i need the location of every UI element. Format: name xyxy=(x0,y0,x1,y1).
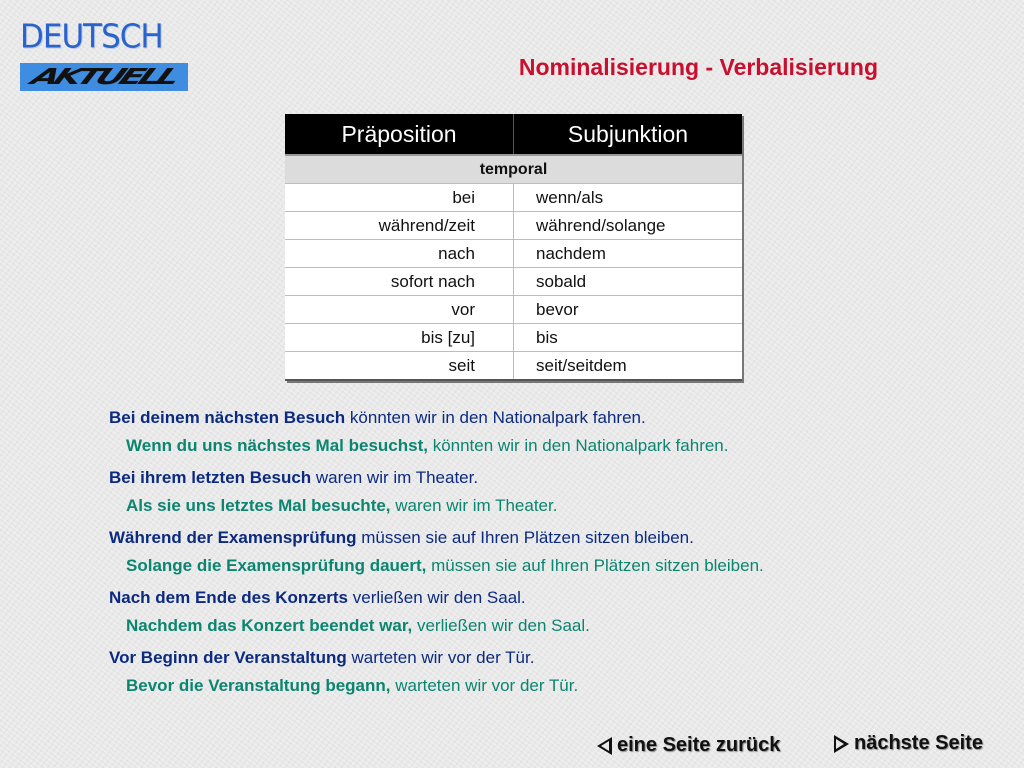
header-preposition: Präposition xyxy=(285,114,514,155)
verbal-sentence-rest: warteten wir vor der Tür. xyxy=(390,676,579,695)
nominal-sentence-rest: verließen wir den Saal. xyxy=(348,588,526,607)
verbal-sentence-rest: verließen wir den Saal. xyxy=(412,616,590,635)
example-pair xyxy=(109,584,989,640)
table-row xyxy=(285,240,742,268)
subjunction-cell: während/solange xyxy=(514,212,743,240)
category-label: temporal xyxy=(285,155,742,184)
verbal-sentence xyxy=(109,492,989,520)
next-page-label: nächste Seite xyxy=(854,732,983,754)
verbal-sentence-bold-part: Als sie uns letztes Mal besuchte, xyxy=(126,496,391,515)
table-row xyxy=(285,324,742,352)
verbal-sentence xyxy=(109,552,989,580)
nominal-sentence-bold-part: Nach dem Ende des Konzerts xyxy=(109,588,349,607)
nominal-sentence-rest: warteten wir vor der Tür. xyxy=(346,648,535,667)
category-row xyxy=(285,155,742,184)
preposition-cell: nach xyxy=(285,240,514,268)
verbal-sentence-rest: müssen sie auf Ihren Plätzen sitzen bleiben. xyxy=(426,556,764,575)
verbal-sentence xyxy=(109,672,989,700)
logo-wordmark: DEUTSCH xyxy=(20,18,163,56)
nominal-sentence xyxy=(109,524,989,552)
example-pair xyxy=(109,524,989,580)
nominal-sentence-bold-part: Bei deinem nächsten Besuch xyxy=(109,408,346,427)
nominal-sentence xyxy=(109,584,989,612)
example-pair xyxy=(109,404,989,460)
verbal-sentence xyxy=(109,432,989,460)
subjunction-cell: wenn/als xyxy=(514,184,743,212)
table-row xyxy=(285,184,742,212)
table-row xyxy=(285,352,742,381)
previous-page-label: eine Seite zurück xyxy=(617,734,781,756)
verbal-sentence-bold-part: Solange die Examensprüfung dauert, xyxy=(126,556,427,575)
next-page-button[interactable] xyxy=(833,732,983,755)
subjunction-cell: sobald xyxy=(514,268,743,296)
preposition-cell: bis [zu] xyxy=(285,324,514,352)
verbal-sentence-bold-part: Wenn du uns nächstes Mal besuchst, xyxy=(126,436,428,455)
nominal-sentence xyxy=(109,464,989,492)
example-pair xyxy=(109,464,989,520)
subjunction-cell: bis xyxy=(514,324,743,352)
page-title: Nominalisierung - Verbalisierung xyxy=(518,54,878,80)
subjunction-cell: seit/seitdem xyxy=(514,352,743,381)
logo-bar-text: AKTUELL xyxy=(26,64,182,90)
preposition-cell: sofort nach xyxy=(285,268,514,296)
preposition-cell: seit xyxy=(285,352,514,381)
nominal-sentence-bold-part: Vor Beginn der Veranstaltung xyxy=(109,648,347,667)
verbal-sentence xyxy=(109,612,989,640)
grammar-table-container xyxy=(285,114,742,381)
nominal-sentence-rest: waren wir im Theater. xyxy=(311,468,479,487)
table-header-row xyxy=(285,114,742,155)
nominal-sentence-bold-part: Bei ihrem letzten Besuch xyxy=(109,468,312,487)
table-row xyxy=(285,212,742,240)
header-subjunction: Subjunktion xyxy=(514,114,743,155)
table-row xyxy=(285,296,742,324)
preposition-cell: bei xyxy=(285,184,514,212)
example-pair xyxy=(109,644,989,700)
nominal-sentence-rest: könnten wir in den Nationalpark fahren. xyxy=(345,408,646,427)
triangle-left-icon xyxy=(596,736,613,756)
grammar-table xyxy=(285,114,742,381)
subjunction-cell: bevor xyxy=(514,296,743,324)
nominal-sentence xyxy=(109,644,989,672)
example-sentences xyxy=(109,404,989,704)
table-row xyxy=(285,268,742,296)
verbal-sentence-rest: könnten wir in den Nationalpark fahren. xyxy=(427,436,729,455)
nominal-sentence-bold-part: Während der Examensprüfung xyxy=(109,528,357,547)
preposition-cell: vor xyxy=(285,296,514,324)
verbal-sentence-bold-part: Nachdem das Konzert beendet war, xyxy=(126,616,413,635)
verbal-sentence-bold-part: Bevor die Veranstaltung begann, xyxy=(126,676,391,695)
previous-page-button[interactable] xyxy=(596,734,780,757)
preposition-cell: während/zeit xyxy=(285,212,514,240)
verbal-sentence-rest: waren wir im Theater. xyxy=(390,496,558,515)
nominal-sentence xyxy=(109,404,989,432)
subjunction-cell: nachdem xyxy=(514,240,743,268)
nominal-sentence-rest: müssen sie auf Ihren Plätzen sitzen bleiben. xyxy=(356,528,694,547)
triangle-right-icon xyxy=(833,734,850,754)
